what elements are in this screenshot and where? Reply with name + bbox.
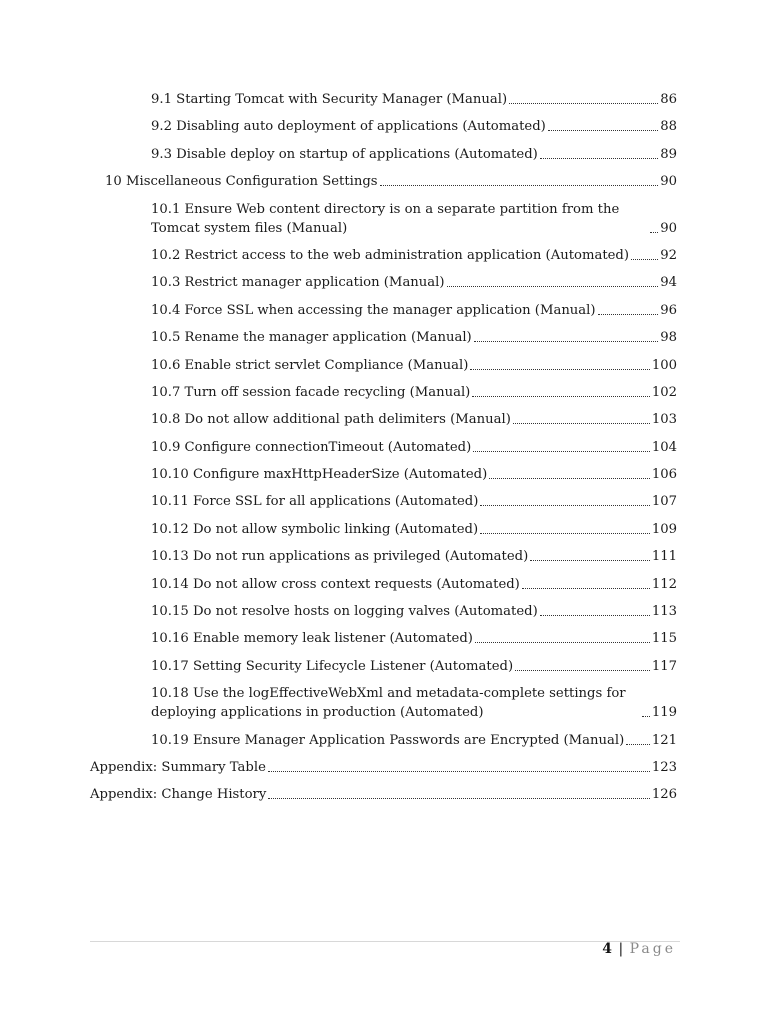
toc-entry-title: 10.19 Ensure Manager Application Passwords are Encrypted (Manual) [151, 732, 625, 748]
toc-entry[interactable] [0, 172, 768, 191]
dot-leader [474, 340, 659, 342]
toc-entry[interactable] [0, 684, 768, 722]
dot-leader [268, 797, 650, 799]
toc-entry-page: 103 [651, 412, 677, 428]
dot-leader [480, 504, 649, 506]
toc-entry-page: 102 [651, 384, 677, 400]
dot-leader [522, 587, 650, 589]
toc-entry-page: 109 [651, 521, 677, 537]
dot-leader [513, 422, 650, 424]
page-number: 4 [602, 941, 612, 957]
toc-entry-page: 96 [660, 302, 677, 318]
toc-entry-title: 10.15 Do not resolve hosts on logging valves (Automated) [151, 604, 538, 620]
dot-leader [470, 368, 649, 370]
toc-entry-page: 121 [651, 732, 677, 748]
dot-leader [380, 184, 659, 186]
dot-leader [515, 669, 650, 671]
toc-entry-page: 90 [660, 220, 677, 236]
toc-entry-title: 9.2 Disabling auto deployment of applications (Automated) [151, 119, 546, 135]
toc-entry[interactable] [0, 438, 768, 457]
toc-entry[interactable] [0, 90, 768, 109]
toc-entry-page: 117 [651, 658, 677, 674]
toc-entry-page: 92 [660, 247, 677, 263]
toc-entry[interactable] [0, 575, 768, 594]
dot-leader [548, 129, 658, 131]
toc-entry-page: 123 [651, 759, 677, 775]
toc-entry[interactable] [0, 785, 768, 804]
toc-entry-title: 10 Miscellaneous Configuration Settings [105, 174, 378, 190]
toc-entry-page: 104 [651, 439, 677, 455]
toc-entry-title: 10.4 Force SSL when accessing the manager application (Manual) [151, 302, 596, 318]
toc-entry-page: 126 [651, 787, 677, 803]
toc-entry[interactable] [0, 117, 768, 136]
page-footer [602, 941, 676, 957]
toc-entry-page: 115 [651, 631, 677, 647]
dot-leader [642, 715, 650, 717]
toc-entry-title: 10.14 Do not allow cross context requests (Automated) [151, 576, 520, 592]
toc-entry[interactable] [0, 629, 768, 648]
toc-entry-title: 10.17 Setting Security Lifecycle Listener (Automated) [151, 658, 514, 674]
toc-entry[interactable] [0, 301, 768, 320]
page-word: Page [629, 941, 676, 957]
toc-entry[interactable] [0, 520, 768, 539]
toc-entry-title: 10.12 Do not allow symbolic linking (Automated) [151, 521, 479, 537]
toc-entry-title: 9.1 Starting Tomcat with Security Manager (Manual) [151, 92, 508, 107]
toc-entry-page: 90 [660, 174, 677, 190]
dot-leader [650, 231, 658, 233]
toc-entry-title: 10.2 Restrict access to the web administration application (Automated) [151, 247, 630, 263]
toc-entry[interactable] [0, 328, 768, 347]
toc-entry-title: 10.9 Configure connectionTimeout (Automated) [151, 439, 472, 455]
toc-entry[interactable] [0, 657, 768, 676]
toc-entry[interactable] [0, 465, 768, 484]
toc-entry-page: 112 [651, 576, 677, 592]
toc-entry-page: 107 [651, 494, 677, 510]
toc-entry[interactable] [0, 731, 768, 750]
toc-entry-page: 98 [660, 330, 677, 346]
toc-entry-title: 10.18 Use the logEffectiveWebXml and metadata-complete settings for deploying applications in production (Automated) [151, 686, 626, 721]
dot-leader [472, 395, 650, 397]
toc-entry[interactable] [0, 246, 768, 265]
toc-entry[interactable] [0, 145, 768, 164]
toc-entry-title: 10.11 Force SSL for all applications (Automated) [151, 494, 479, 510]
toc-entry-title: 9.3 Disable deploy on startup of applications (Automated) [151, 146, 538, 162]
toc-entry[interactable] [0, 200, 768, 238]
toc-entry-page: 94 [660, 275, 677, 291]
toc-entry[interactable] [0, 758, 768, 777]
dot-leader [268, 770, 650, 772]
toc-entry-page: 89 [660, 146, 677, 162]
dot-leader [473, 450, 650, 452]
toc-entry-title: 10.13 Do not run applications as privileged (Automated) [151, 549, 529, 565]
dot-leader [489, 477, 650, 479]
toc-entry[interactable] [0, 492, 768, 511]
toc-entry-title: 10.1 Ensure Web content directory is on a separate partition from the Tomcat system files (Manual) [151, 201, 620, 236]
dot-leader [480, 532, 650, 534]
toc-entry-title: Appendix: Summary Table [90, 759, 266, 775]
toc-entry-page: 100 [651, 357, 677, 373]
dot-leader [631, 258, 658, 260]
toc-entry-title: 10.6 Enable strict servlet Compliance (Manual) [151, 357, 469, 373]
toc-entry-page: 119 [651, 705, 677, 721]
toc-entry-title: 10.5 Rename the manager application (Manual) [151, 330, 472, 346]
toc-entry[interactable] [0, 356, 768, 375]
toc-entry[interactable] [0, 602, 768, 621]
toc-entry-page: 106 [651, 467, 677, 483]
dot-leader [598, 313, 659, 315]
dot-leader [447, 285, 659, 287]
dot-leader [530, 559, 650, 561]
toc-entry-title: Appendix: Change History [90, 787, 267, 803]
toc-entry[interactable] [0, 410, 768, 429]
dot-leader [626, 743, 650, 745]
toc-entry-page: 86 [660, 92, 677, 107]
toc-entry[interactable] [0, 383, 768, 402]
toc-entry-title: 10.7 Turn off session facade recycling (Manual) [151, 384, 471, 400]
dot-leader [509, 102, 658, 104]
dot-leader [475, 641, 650, 643]
footer-divider [90, 941, 680, 942]
table-of-contents [0, 90, 768, 813]
toc-entry-title: 10.10 Configure maxHttpHeaderSize (Automated) [151, 467, 488, 483]
dot-leader [540, 157, 658, 159]
toc-entry[interactable] [0, 547, 768, 566]
footer-separator: | [618, 941, 624, 957]
toc-entry-page: 113 [651, 604, 677, 620]
toc-entry-title: 10.16 Enable memory leak listener (Automated) [151, 631, 473, 647]
toc-entry[interactable] [0, 273, 768, 292]
toc-entry-title: 10.8 Do not allow additional path delimiters (Manual) [151, 412, 511, 428]
toc-entry-page: 88 [660, 119, 677, 135]
dot-leader [540, 614, 650, 616]
toc-entry-page: 111 [651, 549, 677, 565]
toc-entry-title: 10.3 Restrict manager application (Manual) [151, 275, 445, 291]
